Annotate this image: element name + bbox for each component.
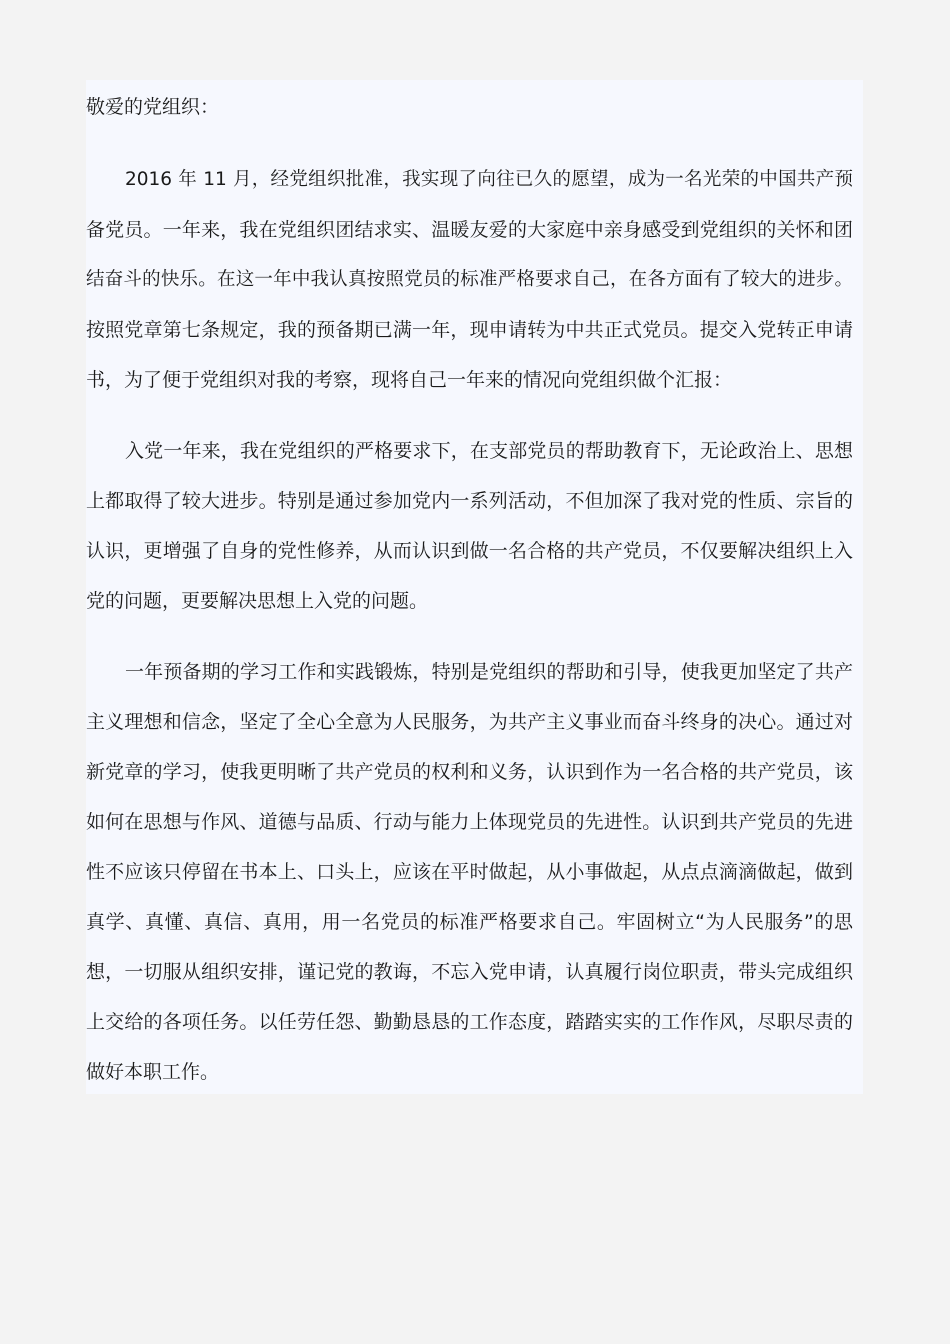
paragraph-3-line-9: 做好本职工作。 bbox=[86, 1061, 220, 1083]
paragraph-3-line-2: 主义理想和信念，坚定了全心全意为人民服务，为共产主义事业而奋斗终身的决心。通过对 bbox=[86, 711, 853, 733]
paragraph-3-line-3: 新党章的学习，使我更明晰了共产党员的权利和义务，认识到作为一名合格的共产党员，该 bbox=[86, 761, 853, 783]
paragraph-2-line-4: 党的问题，更要解决思想上入党的问题。 bbox=[86, 590, 429, 612]
paragraph-1-line-3: 结奋斗的快乐。在这一年中我认真按照党员的标准严格要求自己，在各方面有了较大的进步。 bbox=[86, 269, 853, 290]
paragraph-3-line-8: 上交给的各项任务。以任劳任怨、勤勤恳恳的工作态度，踏踏实实的工作作风，尽职尽责的 bbox=[86, 1011, 853, 1033]
paragraph-2-line-3: 认识，更增强了自身的党性修养，从而认识到做一名合格的共产党员，不仅要解决组织上入 bbox=[86, 540, 853, 562]
salutation: 敬爱的党组织： bbox=[86, 96, 220, 118]
paragraph-2-line-2: 上都取得了较大进步。特别是通过参加党内一系列活动，不但加深了我对党的性质、宗旨的 bbox=[86, 490, 853, 512]
paragraph-1-line-2: 备党员。一年来，我在党组织团结求实、温暖友爱的大家庭中亲身感受到党组织的关怀和团 bbox=[86, 219, 853, 241]
paragraph-2-line-1: 入党一年来，我在党组织的严格要求下，在支部党员的帮助教育下，无论政治上、思想 bbox=[125, 440, 853, 462]
paragraph-1-line-4: 按照党章第七条规定，我的预备期已满一年，现申请转为中共正式党员。提交入党转正申请 bbox=[86, 319, 853, 341]
paragraph-3-line-6: 真学、真懂、真信、真用，用一名党员的标准严格要求自己。牢固树立“为人民服务”的思 bbox=[86, 911, 853, 933]
paragraph-3-line-5: 性不应该只停留在书本上、口头上，应该在平时做起，从小事做起，从点点滴滴做起，做到 bbox=[86, 861, 853, 883]
letter-body bbox=[86, 80, 863, 1094]
paragraph-3-line-4: 如何在思想与作风、道德与品质、行动与能力上体现党员的先进性。认识到共产党员的先进 bbox=[86, 811, 853, 833]
paragraph-3-line-1: 一年预备期的学习工作和实践锻炼，特别是党组织的帮助和引导，使我更加坚定了共产 bbox=[125, 661, 853, 683]
paragraph-3-line-7: 想，一切服从组织安排，谨记党的教诲，不忘入党申请，认真履行岗位职责，带头完成组织 bbox=[86, 961, 853, 983]
paragraph-1-line-5: 书，为了便于党组织对我的考察，现将自己一年来的情况向党组织做个汇报： bbox=[86, 369, 733, 391]
paragraph-1-line-1: 2016 年 11 月，经党组织批准，我实现了向往已久的愿望，成为一名光荣的中国共产预 bbox=[125, 169, 853, 190]
